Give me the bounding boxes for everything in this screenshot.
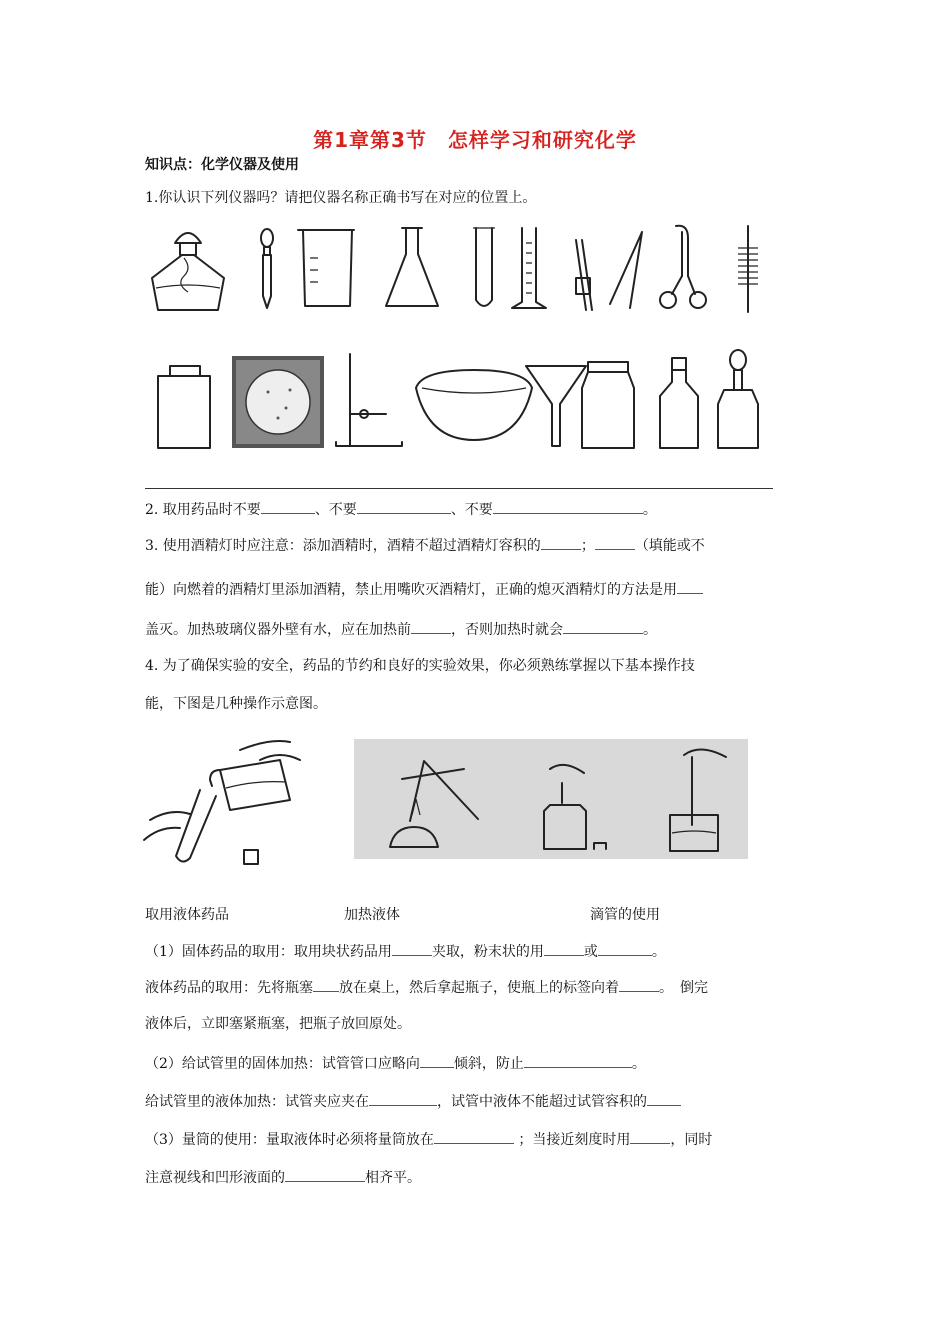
answer-blank[interactable] [420,1052,454,1068]
answer-blank[interactable] [285,1166,365,1182]
question-3-line-2: 能）向燃着的酒精灯里添加酒精，禁止用嘴吹灭酒精灯，正确的熄灭酒精灯的方法是用 [145,578,703,600]
part-3-line-1: （3）量筒的使用：量取液体时必须将量筒放在 ；当接近刻度时用 ，同时 [145,1128,712,1150]
evaporating-dish-icon [416,370,532,440]
answer-blank[interactable] [677,578,703,594]
funnel-icon [526,366,586,446]
part-2-line-1: （2）给试管里的固体加热：试管管口应略向 倾斜，防止 。 [145,1052,646,1074]
answer-blank[interactable] [357,498,451,514]
answer-blank[interactable] [493,498,643,514]
caption-heating-liquid: 加热液体 [344,907,400,923]
answer-blank[interactable] [434,1128,514,1144]
answer-blank[interactable] [313,976,339,992]
question-4-line-1: 4. 为了确保实验的安全，药品的节约和良好的实验效果，你必须熟练掌握以下基本操作技 [145,658,695,674]
answer-blank[interactable] [544,940,584,956]
iron-stand-icon [336,354,402,446]
question-2: 2. 取用药品时不要 、不要 、不要 。 [145,498,657,520]
answer-blank[interactable] [563,618,643,634]
answer-blank[interactable] [630,1128,670,1144]
wide-mouth-bottle-icon [158,366,210,448]
part-1-line-1: （1）固体药品的取用：取用块状药品用 夹取，粉末状的用 或 。 [145,940,666,962]
question-4-line-2: 能，下图是几种操作示意图。 [145,696,327,712]
part-3-line-2: 注意视线和凹形液面的 相齐平。 [145,1166,421,1188]
question-1: 1.你认识下列仪器吗？请把仪器名称正确书写在对应的位置上。 [145,190,537,206]
test-tube-icon [473,228,495,306]
answer-blank[interactable] [595,534,635,550]
question-3-line-3: 盖灭。加热玻璃仪器外壁有水，应在加热前 ，否则加热时就会 。 [145,618,657,640]
tongs-icon [610,232,642,308]
alcohol-lamp-icon [152,233,224,310]
answer-line [145,488,773,489]
apparatus-row-1 [140,218,780,318]
answer-blank[interactable] [541,534,581,550]
caption-dropper-use: 滴管的使用 [590,907,660,923]
answer-blank[interactable] [524,1052,632,1068]
test-tube-holder-icon [576,240,592,310]
reagent-jar-icon [582,362,634,448]
page-title: 第1章第3节 怎样学习和研究化学 [313,128,637,152]
answer-blank[interactable] [392,940,432,956]
question-3-line-1: 3. 使用酒精灯时应注意：添加酒精时，酒精不超过酒精灯容积的 ； （填能或不 [145,534,705,556]
apparatus-row-2 [140,348,780,458]
part-2-line-2: 给试管里的液体加热：试管夹应夹在 ，试管中液体不能超过试管容积的 [145,1090,681,1112]
pouring-liquid-illustration [140,730,310,870]
beaker-icon [298,230,354,306]
narrow-mouth-bottle-icon [660,358,698,448]
answer-blank[interactable] [647,1090,681,1106]
knowledge-point-heading: 知识点：化学仪器及使用 [145,157,299,173]
answer-blank[interactable] [369,1090,437,1106]
conical-flask-icon [386,228,438,306]
answer-blank[interactable] [261,498,315,514]
dropping-bottle-icon [718,350,758,448]
part-1-line-2: 液体药品的取用：先将瓶塞 放在桌上，然后拿起瓶子，使瓶上的标签向着 。 倒完 [145,976,708,998]
dropper-icon [261,229,273,308]
caption-taking-liquid: 取用液体药品 [145,907,229,923]
graduated-cylinder-icon [512,228,546,308]
test-tube-brush-icon [738,226,758,312]
crucible-tongs-icon [660,226,706,308]
answer-blank[interactable] [598,940,652,956]
heating-liquid-and-dropper-photo [354,739,748,859]
answer-blank[interactable] [619,976,659,992]
answer-blank[interactable] [411,618,451,634]
asbestos-gauze-icon [232,356,324,448]
part-1-line-3: 液体后，立即塞紧瓶塞，把瓶子放回原处。 [145,1016,411,1032]
